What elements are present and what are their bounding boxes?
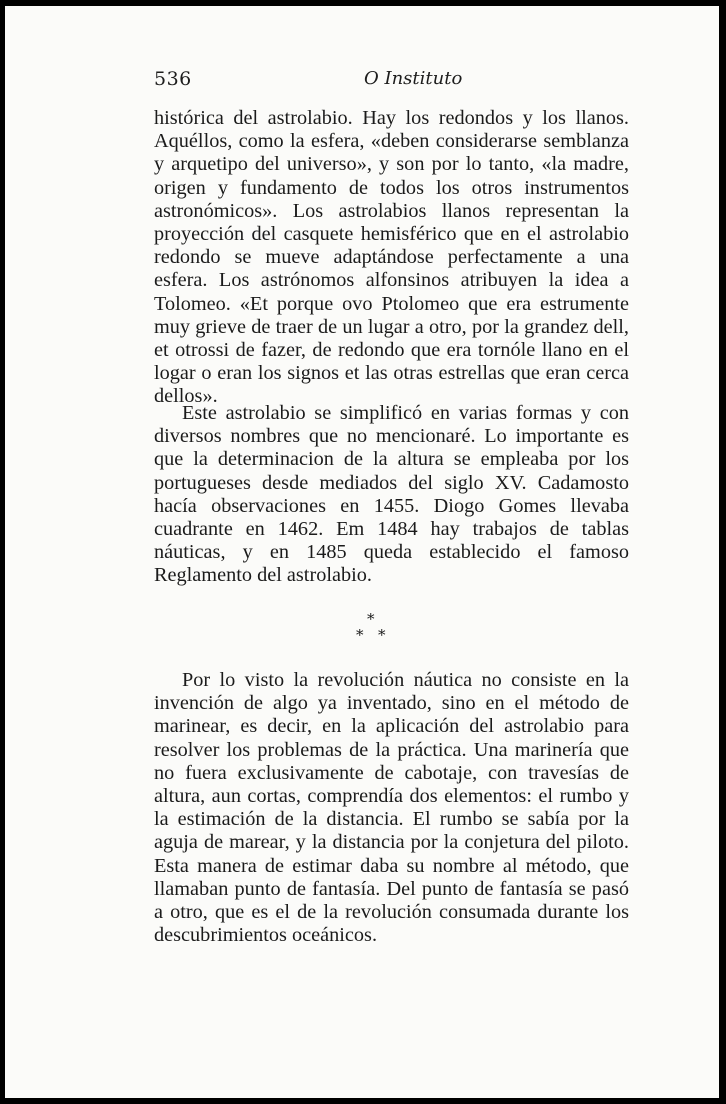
page-number: 536 — [154, 68, 192, 90]
paragraph-2-block — [154, 402, 629, 588]
paragraph-1: histórica del astrolabio. Hay los redondos y los llanos. Aquéllos, como la esfera, «deben considerarse semblanza y arquetipo del universo», y son por lo tanto, «la madre, origen y fundamento de todos los otros instrumentos astronómicos». Los astrolabios llanos representan la proyección del casquete hemisférico que en el astrolabio redondo se mueve adaptándose perfectamente a una esfera. Los astrónomos alfonsinos atribuyen la idea a Tolomeo. «Et porque ovo Ptolomeo que era estrumente muy grieve de traer de un lugar a otro, por la grandez dell, et otrossi de fazer, de redondo que era tornóle llano en el logar o eran los signos et las otras estrellas que eran cerca dellos». — [154, 107, 629, 408]
asterism-star: * — [367, 610, 375, 628]
page-header — [154, 66, 629, 96]
paragraph-2: Este astrolabio se simplificó en varias formas y con diversos nombres que no mencionaré. Lo importante es que la determinacion de la altura se empleaba por los portugueses desde mediados del siglo XV. Cadamosto hacía observaciones en 1455. Diogo Gomes llevaba cuadrante en 1462. Em 1484 hay trabajos de tablas náuticas, y en 1485 queda establecido el famoso Reglamento del astrolabio. — [154, 402, 629, 587]
asterism-star: * — [356, 626, 364, 644]
paragraph-1-block — [154, 107, 629, 409]
running-title: O Instituto — [364, 68, 463, 89]
book-page — [5, 6, 719, 1098]
asterism-star: * — [378, 626, 386, 644]
section-break-asterism — [349, 610, 399, 650]
paragraph-3-block — [154, 669, 629, 947]
paragraph-3: Por lo visto la revolución náutica no consiste en la invención de algo ya inventado, sino en el método de marinear, es decir, en la aplicación del astrolabio para resolver los problemas de la práctica. Una marinería que no fuera exclusivamente de cabotaje, con travesías de altura, aun cortas, comprendía dos elementos: el rumbo y la estimación de la distancia. El rumbo se sabía por la aguja de marear, y la distancia por la conjetura del piloto. Esta manera de estimar daba su nombre al método, que llamaban punto de fantasía. Del punto de fantasía se pasó a otro, que es el de la revolución consumada durante los descubrimientos oceánicos. — [154, 669, 629, 947]
